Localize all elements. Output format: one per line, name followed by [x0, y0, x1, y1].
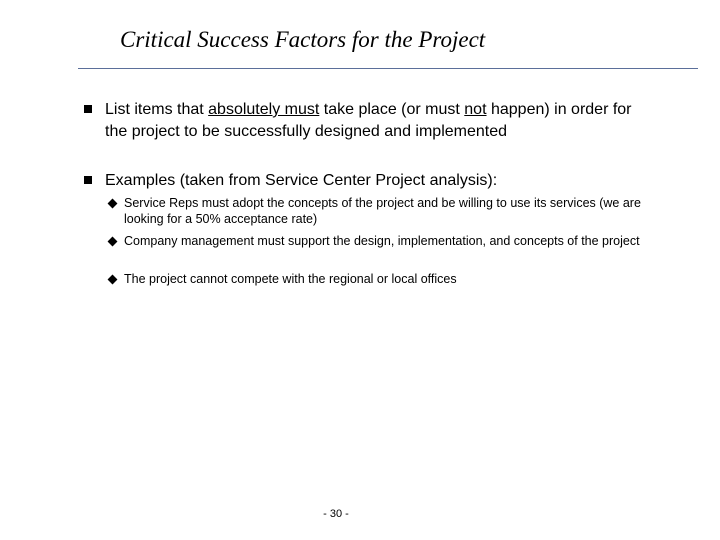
slide-title: Critical Success Factors for the Project	[120, 27, 486, 52]
bullet-text: Examples (taken from Service Center Project analysis):	[105, 172, 498, 189]
bullet-item	[84, 170, 645, 192]
sub-bullet-text: The project cannot compete with the regional or local offices	[124, 272, 457, 286]
bullet-item	[84, 99, 645, 143]
bullet-text-part: take place (or must	[319, 101, 465, 118]
page-number: - 30 -	[323, 508, 349, 520]
bullet-text-part: List items that	[105, 101, 209, 118]
bullet-text-part: happen) in order for the project to be successfully designed and implemented	[105, 101, 632, 140]
sub-bullet-item	[108, 195, 644, 227]
square-bullet-icon	[84, 105, 92, 113]
sub-bullet-item	[108, 233, 644, 249]
sub-bullet-text: Service Reps must adopt the concepts of the project and be willing to use its services (we are looking for a 50% acceptance rate)	[124, 196, 641, 226]
bullet-text	[105, 99, 645, 143]
diamond-bullet-icon	[108, 237, 118, 247]
title-divider	[78, 68, 698, 69]
diamond-bullet-icon	[108, 275, 118, 285]
underlined-phrase: not	[464, 101, 487, 118]
square-bullet-icon	[84, 176, 92, 184]
diamond-bullet-icon	[108, 199, 118, 209]
sub-bullet-item	[108, 271, 644, 287]
underlined-phrase: absolutely must	[208, 101, 320, 118]
sub-bullet-text: Company management must support the design, implementation, and concepts of the project	[124, 234, 640, 248]
